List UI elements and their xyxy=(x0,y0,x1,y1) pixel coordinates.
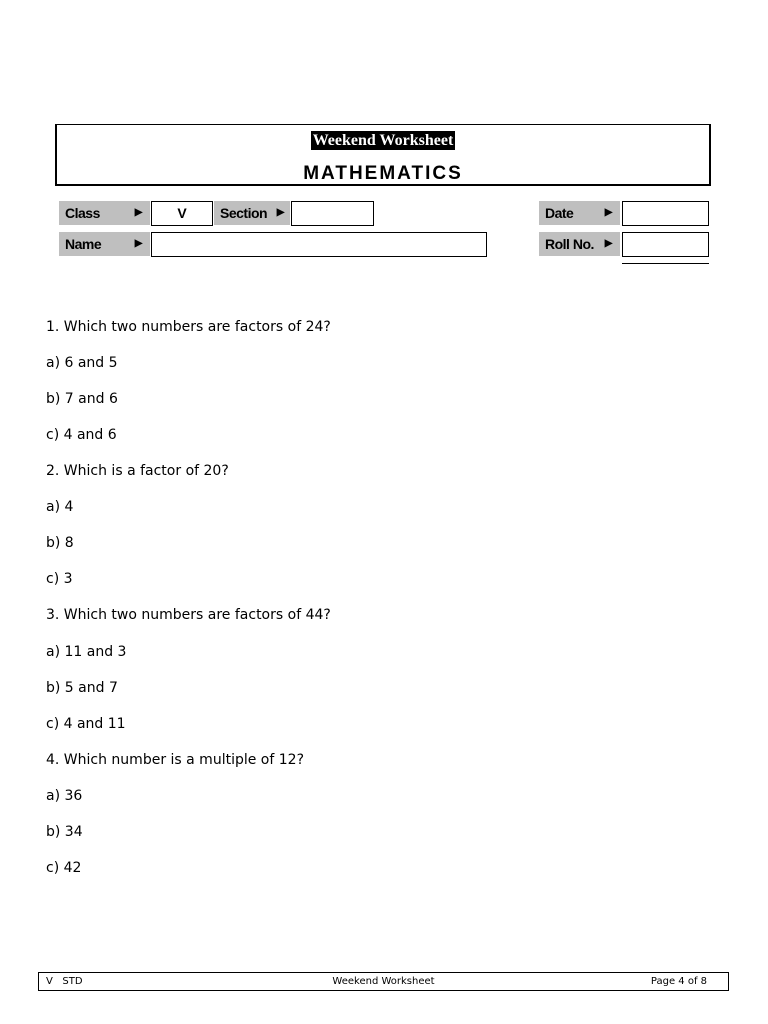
arrow-right-icon: ▶ xyxy=(604,238,612,249)
option-3a: a) 11 and 3 xyxy=(46,644,127,660)
divider xyxy=(622,263,709,264)
date-label-text: Date xyxy=(545,205,574,221)
section-field[interactable] xyxy=(291,201,374,226)
name-field[interactable] xyxy=(151,232,487,257)
footer-page-number: Page 4 of 8 xyxy=(650,976,707,987)
arrow-right-icon: ▶ xyxy=(604,207,612,218)
name-label xyxy=(59,232,150,256)
footer-title: Weekend Worksheet xyxy=(332,976,435,987)
option-4a: a) 36 xyxy=(46,788,83,804)
subject-title: MATHEMATICS xyxy=(303,163,463,184)
worksheet-subtitle: Weekend Worksheet xyxy=(312,132,454,149)
option-3b: b) 5 and 7 xyxy=(46,680,118,696)
class-label-text: Class xyxy=(65,205,100,221)
worksheet-subtitle-row xyxy=(57,132,709,150)
option-2b: b) 8 xyxy=(46,535,74,551)
roll-no-label-text: Roll No. xyxy=(545,236,594,252)
option-3c: c) 4 and 11 xyxy=(46,716,126,732)
arrow-right-icon: ▶ xyxy=(134,207,142,218)
option-2c: c) 3 xyxy=(46,571,73,587)
arrow-right-icon: ▶ xyxy=(276,207,284,218)
class-field[interactable]: V xyxy=(151,201,213,226)
question-3: 3. Which two numbers are factors of 44? xyxy=(46,607,331,623)
section-label-text: Section xyxy=(220,205,268,221)
class-label xyxy=(59,201,150,225)
option-1a: a) 6 and 5 xyxy=(46,355,118,371)
option-4c: c) 42 xyxy=(46,860,82,876)
option-2a: a) 4 xyxy=(46,499,74,515)
footer-class: V STD xyxy=(46,976,83,987)
name-label-text: Name xyxy=(65,236,102,252)
page-footer xyxy=(38,972,729,991)
question-1: 1. Which two numbers are factors of 24? xyxy=(46,319,331,335)
question-2: 2. Which is a factor of 20? xyxy=(46,463,229,479)
arrow-right-icon: ▶ xyxy=(134,238,142,249)
roll-no-field[interactable] xyxy=(622,232,709,257)
option-1b: b) 7 and 6 xyxy=(46,391,118,407)
option-1c: c) 4 and 6 xyxy=(46,427,117,443)
roll-no-label xyxy=(539,232,620,256)
question-4: 4. Which number is a multiple of 12? xyxy=(46,752,304,768)
date-field[interactable] xyxy=(622,201,709,226)
section-label xyxy=(214,201,290,225)
option-4b: b) 34 xyxy=(46,824,83,840)
worksheet-header xyxy=(55,124,711,186)
date-label xyxy=(539,201,620,225)
